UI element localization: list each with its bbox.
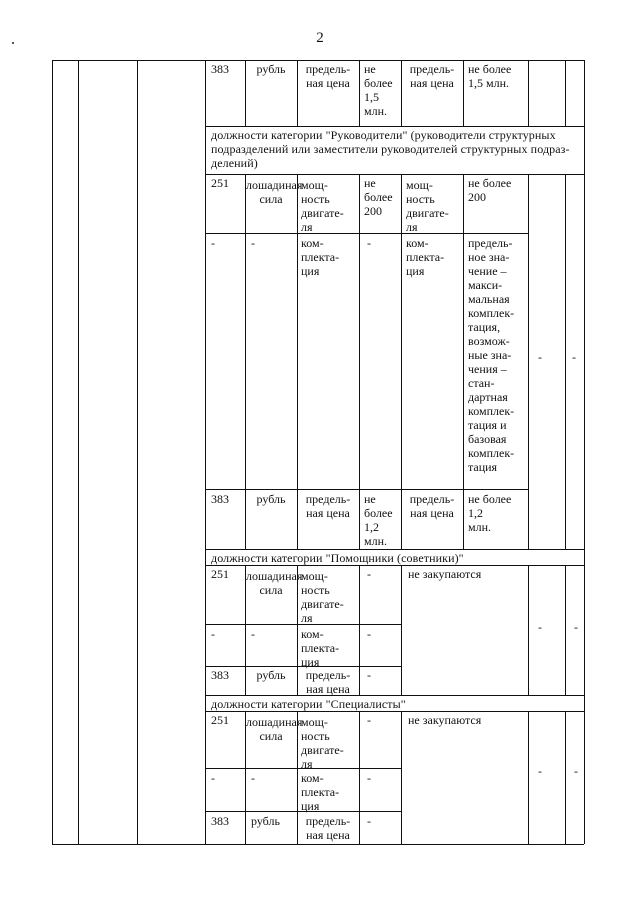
characteristic-cell: предель- ная цена: [305, 492, 351, 520]
row-divider: [205, 624, 401, 625]
code-cell: 251: [211, 176, 229, 190]
scan-speck: [12, 42, 14, 44]
code-cell: 383: [211, 814, 229, 828]
row-divider: [205, 768, 401, 769]
unit-cell: рубль: [251, 814, 280, 828]
unit-cell: рубль: [256, 668, 286, 682]
value-cell: не более 1,5 млн.: [364, 62, 393, 118]
unit-cell: рубль: [256, 62, 286, 76]
value-cell: не более 1,5 млн.: [468, 62, 512, 90]
table-right-border: [584, 60, 585, 844]
column-divider: [359, 711, 360, 844]
code-cell: 383: [211, 668, 229, 682]
row-divider: [205, 666, 401, 667]
side-value-cell: -: [538, 764, 542, 778]
code-cell: -: [211, 236, 215, 250]
characteristic-cell: мощ- ность двигате- ля: [301, 178, 344, 234]
column-divider: [359, 565, 360, 695]
not-purchased-note: не закупаются: [408, 567, 482, 581]
column-divider: [463, 60, 464, 126]
column-divider: [565, 711, 566, 844]
column-divider: [137, 60, 138, 844]
characteristic-cell: предель- ная цена: [305, 668, 351, 696]
column-divider: [528, 174, 529, 549]
row-divider: [205, 489, 528, 490]
column-divider: [528, 711, 529, 844]
value-cell: -: [367, 814, 371, 828]
characteristic-cell: мощ- ность двигате- ля: [406, 178, 449, 234]
side-value-cell: -: [538, 350, 542, 364]
unit-cell: рубль: [256, 492, 286, 506]
column-divider: [528, 60, 529, 126]
value-cell: -: [367, 627, 371, 641]
row-divider: [205, 549, 584, 550]
code-cell: 383: [211, 62, 229, 76]
category-header: должности категории "Специалисты": [211, 697, 406, 711]
column-divider: [359, 60, 360, 126]
value-cell: не более 200: [364, 176, 393, 218]
value-cell: не более 1,2 млн.: [364, 492, 393, 548]
unit-cell: -: [251, 771, 255, 785]
characteristic-cell: ком- плекта- ция: [301, 627, 340, 669]
value-cell: не более 200: [468, 176, 512, 204]
code-cell: -: [211, 627, 215, 641]
value-cell: не более 1,2 млн.: [468, 492, 512, 534]
column-divider: [528, 565, 529, 695]
side-value-cell: -: [572, 350, 576, 364]
column-divider: [359, 174, 360, 549]
category-header: должности категории "Руководители" (руководители структурных подразделений или заместители руководителей структурных подраз- делений): [211, 128, 570, 170]
unit-cell: -: [251, 627, 255, 641]
characteristic-cell: ком- плекта- ция: [301, 771, 340, 813]
unit-cell: лошадиная сила: [246, 569, 303, 597]
characteristic-cell: предель- ная цена: [305, 62, 351, 90]
characteristic-cell: предель- ная цена: [409, 62, 455, 90]
not-purchased-note: не закупаются: [408, 713, 482, 727]
category-header: должности категории "Помощники (советники)": [211, 551, 464, 565]
row-divider: [205, 811, 401, 812]
table-left-border: [52, 60, 53, 844]
column-divider: [205, 60, 206, 844]
column-divider: [565, 60, 566, 126]
characteristic-cell: мощ- ность двигате- ля: [301, 569, 344, 625]
column-divider: [463, 174, 464, 549]
row-divider: [205, 695, 584, 696]
unit-cell: -: [251, 236, 255, 250]
side-value-cell: -: [574, 764, 578, 778]
value-cell: -: [367, 567, 371, 581]
code-cell: 383: [211, 492, 229, 506]
value-cell: -: [367, 236, 371, 250]
side-value-cell: -: [538, 620, 542, 634]
code-cell: 251: [211, 713, 229, 727]
code-cell: 251: [211, 567, 229, 581]
column-divider: [401, 711, 402, 844]
column-divider: [565, 174, 566, 549]
characteristic-cell: ком- плекта- ция: [406, 236, 445, 278]
row-divider: [205, 233, 528, 234]
code-cell: -: [211, 771, 215, 785]
characteristic-cell: предель- ная цена: [305, 814, 351, 842]
characteristic-cell: мощ- ность двигате- ля: [301, 715, 344, 771]
column-divider: [401, 565, 402, 695]
value-cell: предель- ное зна- чение – макси- мальная комплек- тация, возмож- ные зна- чения – стан- дартная комплек- тация и базовая комплек- тация: [468, 236, 515, 474]
unit-cell: лошадиная сила: [246, 715, 303, 743]
column-divider: [78, 60, 79, 844]
characteristic-cell: предель- ная цена: [409, 492, 455, 520]
table-top-border: [52, 60, 584, 61]
unit-cell: лошадиная сила: [246, 178, 303, 206]
table-bottom-border: [52, 844, 584, 845]
value-cell: -: [367, 771, 371, 785]
side-value-cell: -: [574, 620, 578, 634]
value-cell: -: [367, 668, 371, 682]
page-number: 2: [316, 30, 324, 46]
value-cell: -: [367, 713, 371, 727]
row-divider: [205, 126, 584, 127]
characteristic-cell: ком- плекта- ция: [301, 236, 340, 278]
column-divider: [565, 565, 566, 695]
